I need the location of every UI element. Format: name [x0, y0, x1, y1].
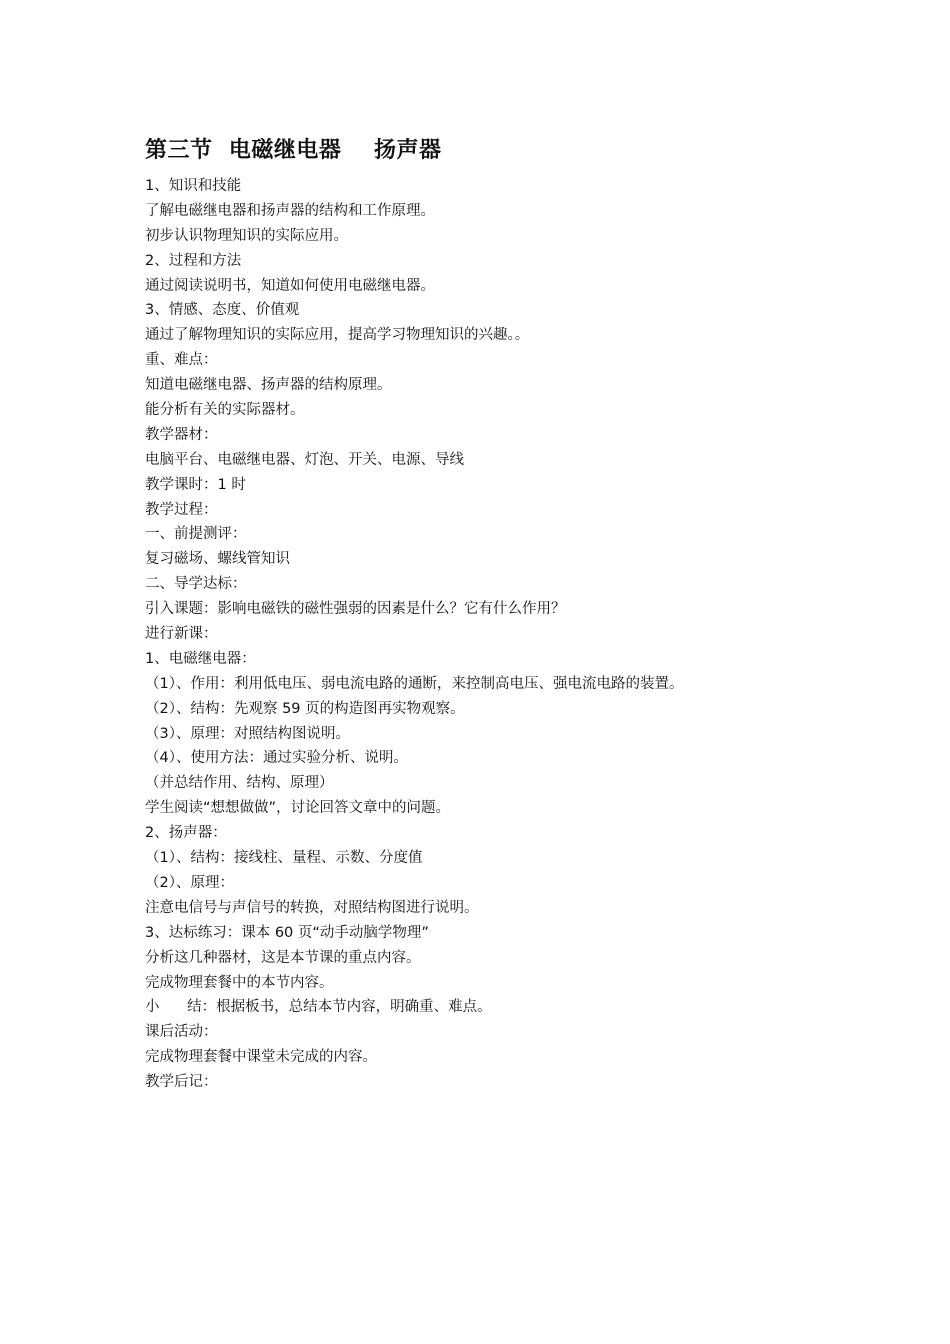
text-line: （3）、原理：对照结构图说明。 — [145, 725, 350, 742]
text-line: 引入课题：影响电磁铁的磁性强弱的因素是什么？它有什么作用？ — [145, 601, 566, 618]
text-line: （1）、作用：利用低电压、弱电流电路的通断，来控制高电压、强电流电路的装置。 — [145, 675, 684, 692]
text-line: 完成物理套餐中的本节内容。 — [145, 974, 334, 991]
text-line: 通过阅读说明书，知道如何使用电磁继电器。 — [145, 277, 435, 294]
text-line: 进行新课： — [145, 626, 218, 643]
text-line: 通过了解物理知识的实际应用，提高学习物理知识的兴趣。。 — [145, 327, 530, 344]
text-line: 2、扬声器： — [145, 825, 227, 842]
text-line: （并总结作用、结构、原理） — [145, 775, 334, 792]
text-line: 了解电磁继电器和扬声器的结构和工作原理。 — [145, 202, 435, 219]
text-line: 完成物理套餐中课堂未完成的内容。 — [145, 1049, 377, 1066]
text-line: 分析这几种器材，这是本节课的重点内容。 — [145, 949, 421, 966]
text-line: 学生阅读“想想做做”，讨论回答文章中的问题。 — [145, 800, 451, 817]
text-line: 初步认识物理知识的实际应用。 — [145, 227, 348, 244]
text-line: 1、知识和技能 — [145, 178, 242, 194]
document-title: 第三节 电磁继电器 扬声器 — [145, 138, 442, 163]
text-line: 课后活动： — [145, 1024, 218, 1041]
text-line: 3、情感、态度、价值观 — [145, 302, 300, 319]
text-line: 教学过程： — [145, 501, 218, 518]
text-line: 电脑平台、电磁继电器、灯泡、开关、电源、导线 — [145, 451, 464, 468]
text-line: 能分析有关的实际器材。 — [145, 402, 305, 419]
text-line: （2）、原理： — [145, 874, 234, 891]
text-line: 1、电磁继电器： — [145, 650, 256, 667]
text-line: （4）、使用方法：通过实验分析、说明。 — [145, 750, 408, 767]
text-line: 2、过程和方法 — [145, 252, 242, 269]
text-line: 一、前提测评： — [145, 526, 247, 543]
text-line: 二、导学达标： — [145, 576, 247, 593]
text-line: 3、达标练习：课本 60 页“动手动脑学物理” — [145, 924, 429, 941]
text-line: 教学后记： — [145, 1074, 218, 1091]
text-line: 教学器材： — [145, 426, 218, 443]
text-line: 知道电磁继电器、扬声器的结构原理。 — [145, 377, 392, 394]
document-body — [145, 174, 935, 1095]
text-line: 重、难点： — [145, 352, 218, 369]
text-line: 小 结：根据板书，总结本节内容，明确重、难点。 — [145, 999, 492, 1016]
text-line: 注意电信号与声信号的转换，对照结构图进行说明。 — [145, 899, 479, 916]
text-line: 教学课时：1 时 — [145, 476, 246, 493]
text-line: 复习磁场、螺线管知识 — [145, 551, 290, 568]
text-line: （2）、结构：先观察 59 页的构造图再实物观察。 — [145, 700, 465, 717]
text-line: （1）、结构：接线柱、量程、示数、分度值 — [145, 850, 423, 867]
